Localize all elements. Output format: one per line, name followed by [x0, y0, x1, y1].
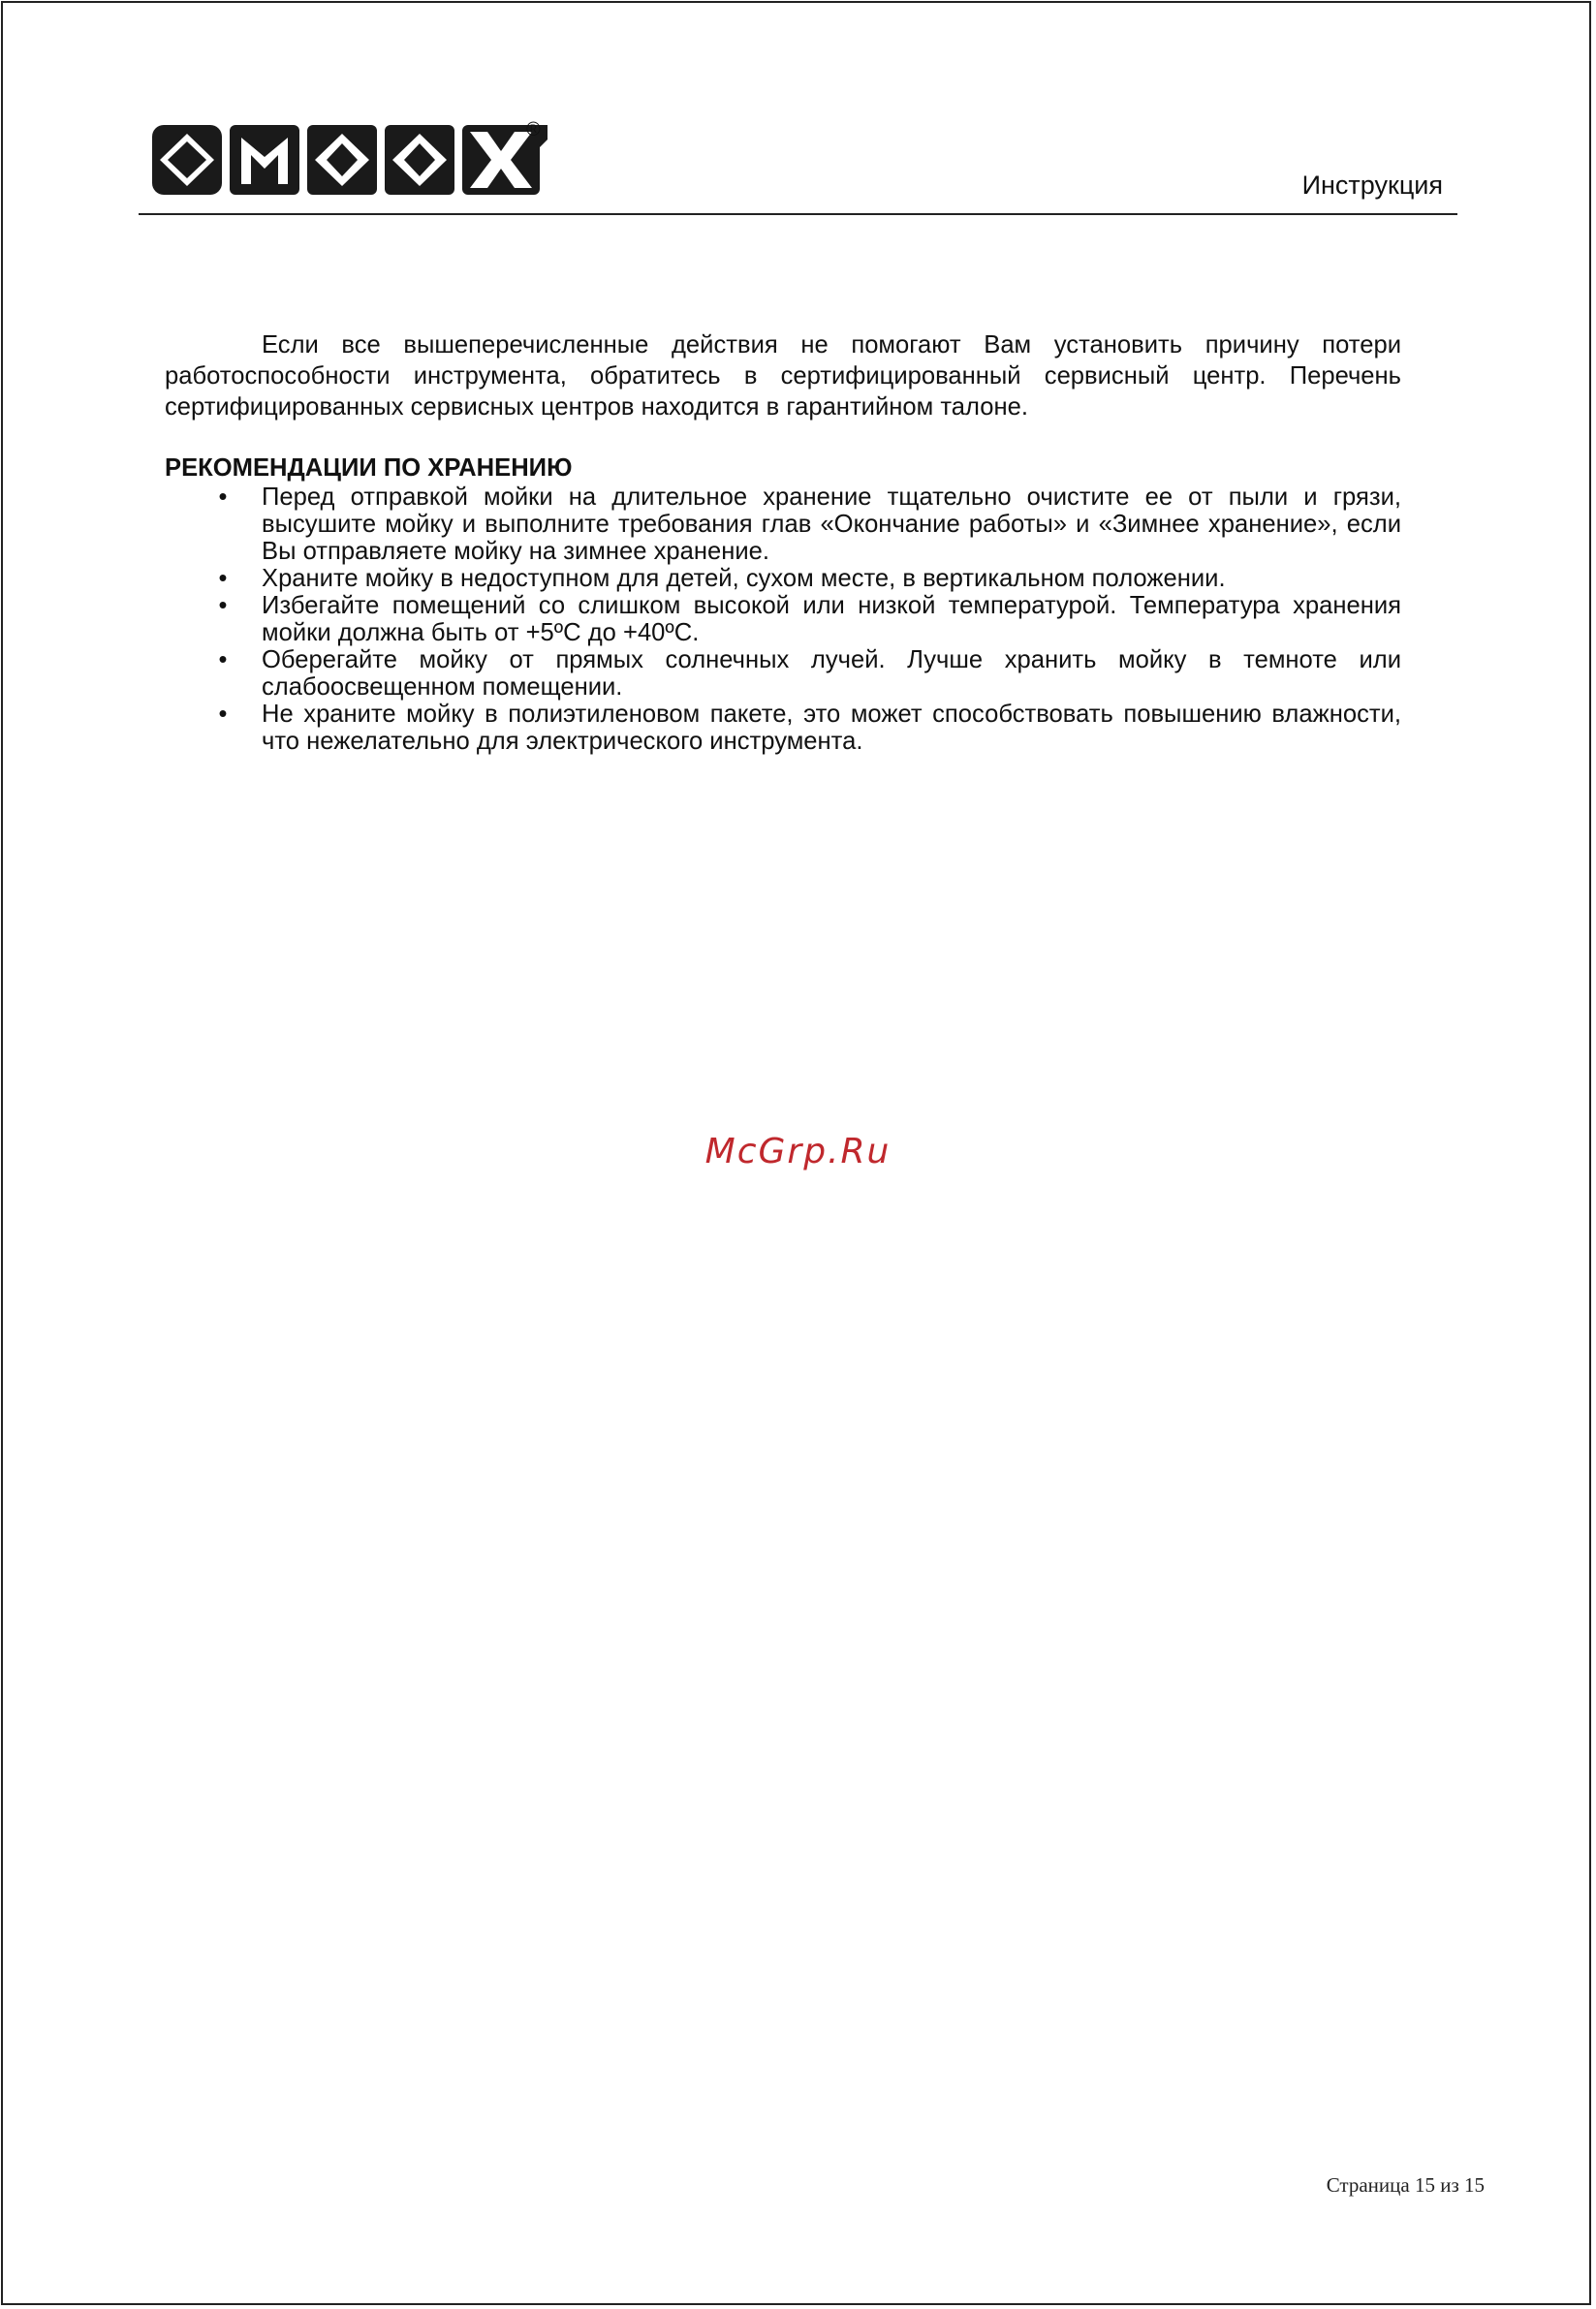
- list-item: [165, 592, 1401, 646]
- bullet-icon: •: [218, 701, 228, 728]
- storage-heading: РЕКОМЕНДАЦИИ ПО ХРАНЕНИЮ: [165, 454, 573, 482]
- page-number: Страница 15 из 15: [1326, 2173, 1485, 2197]
- bullet-icon: •: [218, 565, 228, 592]
- header-doc-type: Инструкция: [1301, 171, 1443, 200]
- omax-logo: [150, 120, 557, 200]
- list-item: [165, 646, 1401, 701]
- list-item-text: Не храните мойку в полиэтиленовом пакете, это может способствовать повышению влажности, что нежелательно для электрического инструмента.: [262, 701, 1401, 755]
- bullet-icon: •: [218, 484, 228, 511]
- list-item: [165, 565, 1401, 592]
- bullet-icon: •: [218, 592, 228, 619]
- list-item-text: Перед отправкой мойки на длительное хранение тщательно очистите ее от пыли и грязи, высушите мойку и выполните требования глав «Окончание работы» и «Зимнее хранение», если Вы отправляете мойку на зимнее хранение.: [262, 484, 1401, 565]
- list-item: [165, 701, 1401, 755]
- list-item: [165, 484, 1401, 565]
- bullet-icon: •: [218, 646, 228, 673]
- page-content: [165, 329, 1401, 755]
- list-item-text: Храните мойку в недоступном для детей, сухом месте, в вертикальном положении.: [262, 565, 1226, 592]
- watermark-link[interactable]: McGrp.Ru: [704, 1132, 892, 1171]
- list-item-text: Избегайте помещений со слишком высокой или низкой температурой. Температура хранения мойки должна быть от +5ºС до +40ºС.: [262, 592, 1401, 646]
- storage-recommendations-list: [165, 484, 1401, 755]
- registered-mark: ®: [526, 119, 541, 140]
- list-item-text: Оберегайте мойку от прямых солнечных лучей. Лучше хранить мойку в темноте или слабоосвещенном помещении.: [262, 646, 1401, 701]
- intro-paragraph: Если все вышеперечисленные действия не помогают Вам установить причину потери работоспособности инструмента, обратитесь в сертифицированный сервисный центр. Перечень сертифицированных сервисных центров находится в гарантийном талоне.: [165, 331, 1401, 421]
- header-divider: [139, 213, 1457, 215]
